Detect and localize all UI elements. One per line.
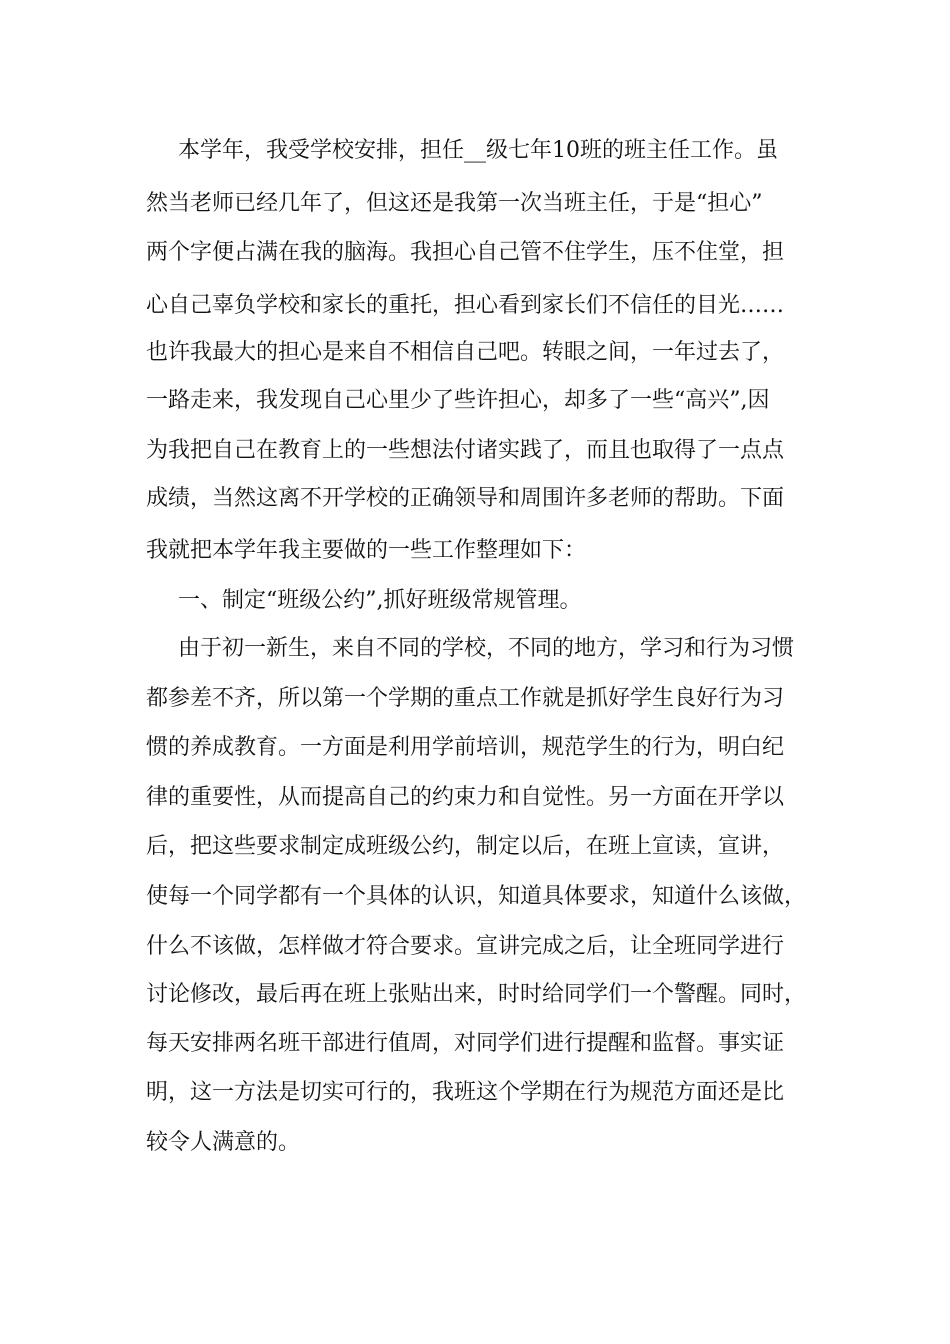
paragraph-line: 每天安排两名班干部进行值周，对同学们进行提醒和监督。事实证 — [146, 1031, 785, 1056]
paragraph-line: 都参差不齐，所以第一个学期的重点工作就是抓好学生良好行为习 — [146, 686, 785, 711]
paragraph-line: 较令人满意的。 — [146, 1130, 301, 1155]
paragraph-line: 成绩，当然这离不开学校的正确领导和周围许多老师的帮助。下面 — [146, 486, 785, 511]
paragraph-line: 也许我最大的担心是来自不相信自己吧。转眼之间，一年过去了， — [146, 340, 785, 365]
paragraph-line: 一路走来，我发现自己心里少了些许担心，却多了一些“高兴”,因 — [146, 388, 770, 413]
paragraph-line: 明，这一方法是切实可行的，我班这个学期在行为规范方面还是比 — [146, 1080, 785, 1105]
paragraph-line: 为我把自己在教育上的一些想法付诸实践了，而且也取得了一点点 — [146, 438, 785, 463]
paragraph-line: 两个字便占满在我的脑海。我担心自己管不住学生，压不住堂，担 — [146, 240, 785, 265]
paragraph-line: 讨论修改，最后再在班上张贴出来，时时给同学们一个警醒。同时， — [146, 982, 807, 1007]
paragraph-line: 由于初一新生，来自不同的学校，不同的地方，学习和行为习惯 — [178, 636, 795, 661]
section-heading: 一、制定“班级公约”,抓好班级常规管理。 — [178, 588, 582, 613]
paragraph-line: 什么不该做，怎样做才符合要求。宣讲完成之后，让全班同学进行 — [146, 934, 785, 959]
paragraph-line: 本学年，我受学校安排，担任__级七年10班的班主任工作。虽 — [178, 138, 778, 163]
paragraph-line: 惯的养成教育。一方面是利用学前培训，规范学生的行为，明白纪 — [146, 735, 785, 760]
paragraph-line: 我就把本学年我主要做的一些工作整理如下： — [146, 538, 587, 563]
paragraph-line: 使每一个同学都有一个具体的认识，知道具体要求，知道什么该做， — [146, 884, 807, 909]
paragraph-line: 后，把这些要求制定成班级公约，制定以后，在班上宣读，宣讲， — [146, 834, 785, 859]
paragraph-line: 然当老师已经几年了，但这还是我第一次当班主任，于是“担心” — [146, 191, 763, 216]
paragraph-line: 心自己辜负学校和家长的重托，担心看到家长们不信任的目光…… — [146, 293, 785, 318]
paragraph-line: 律的重要性，从而提高自己的约束力和自觉性。另一方面在开学以 — [146, 785, 785, 810]
